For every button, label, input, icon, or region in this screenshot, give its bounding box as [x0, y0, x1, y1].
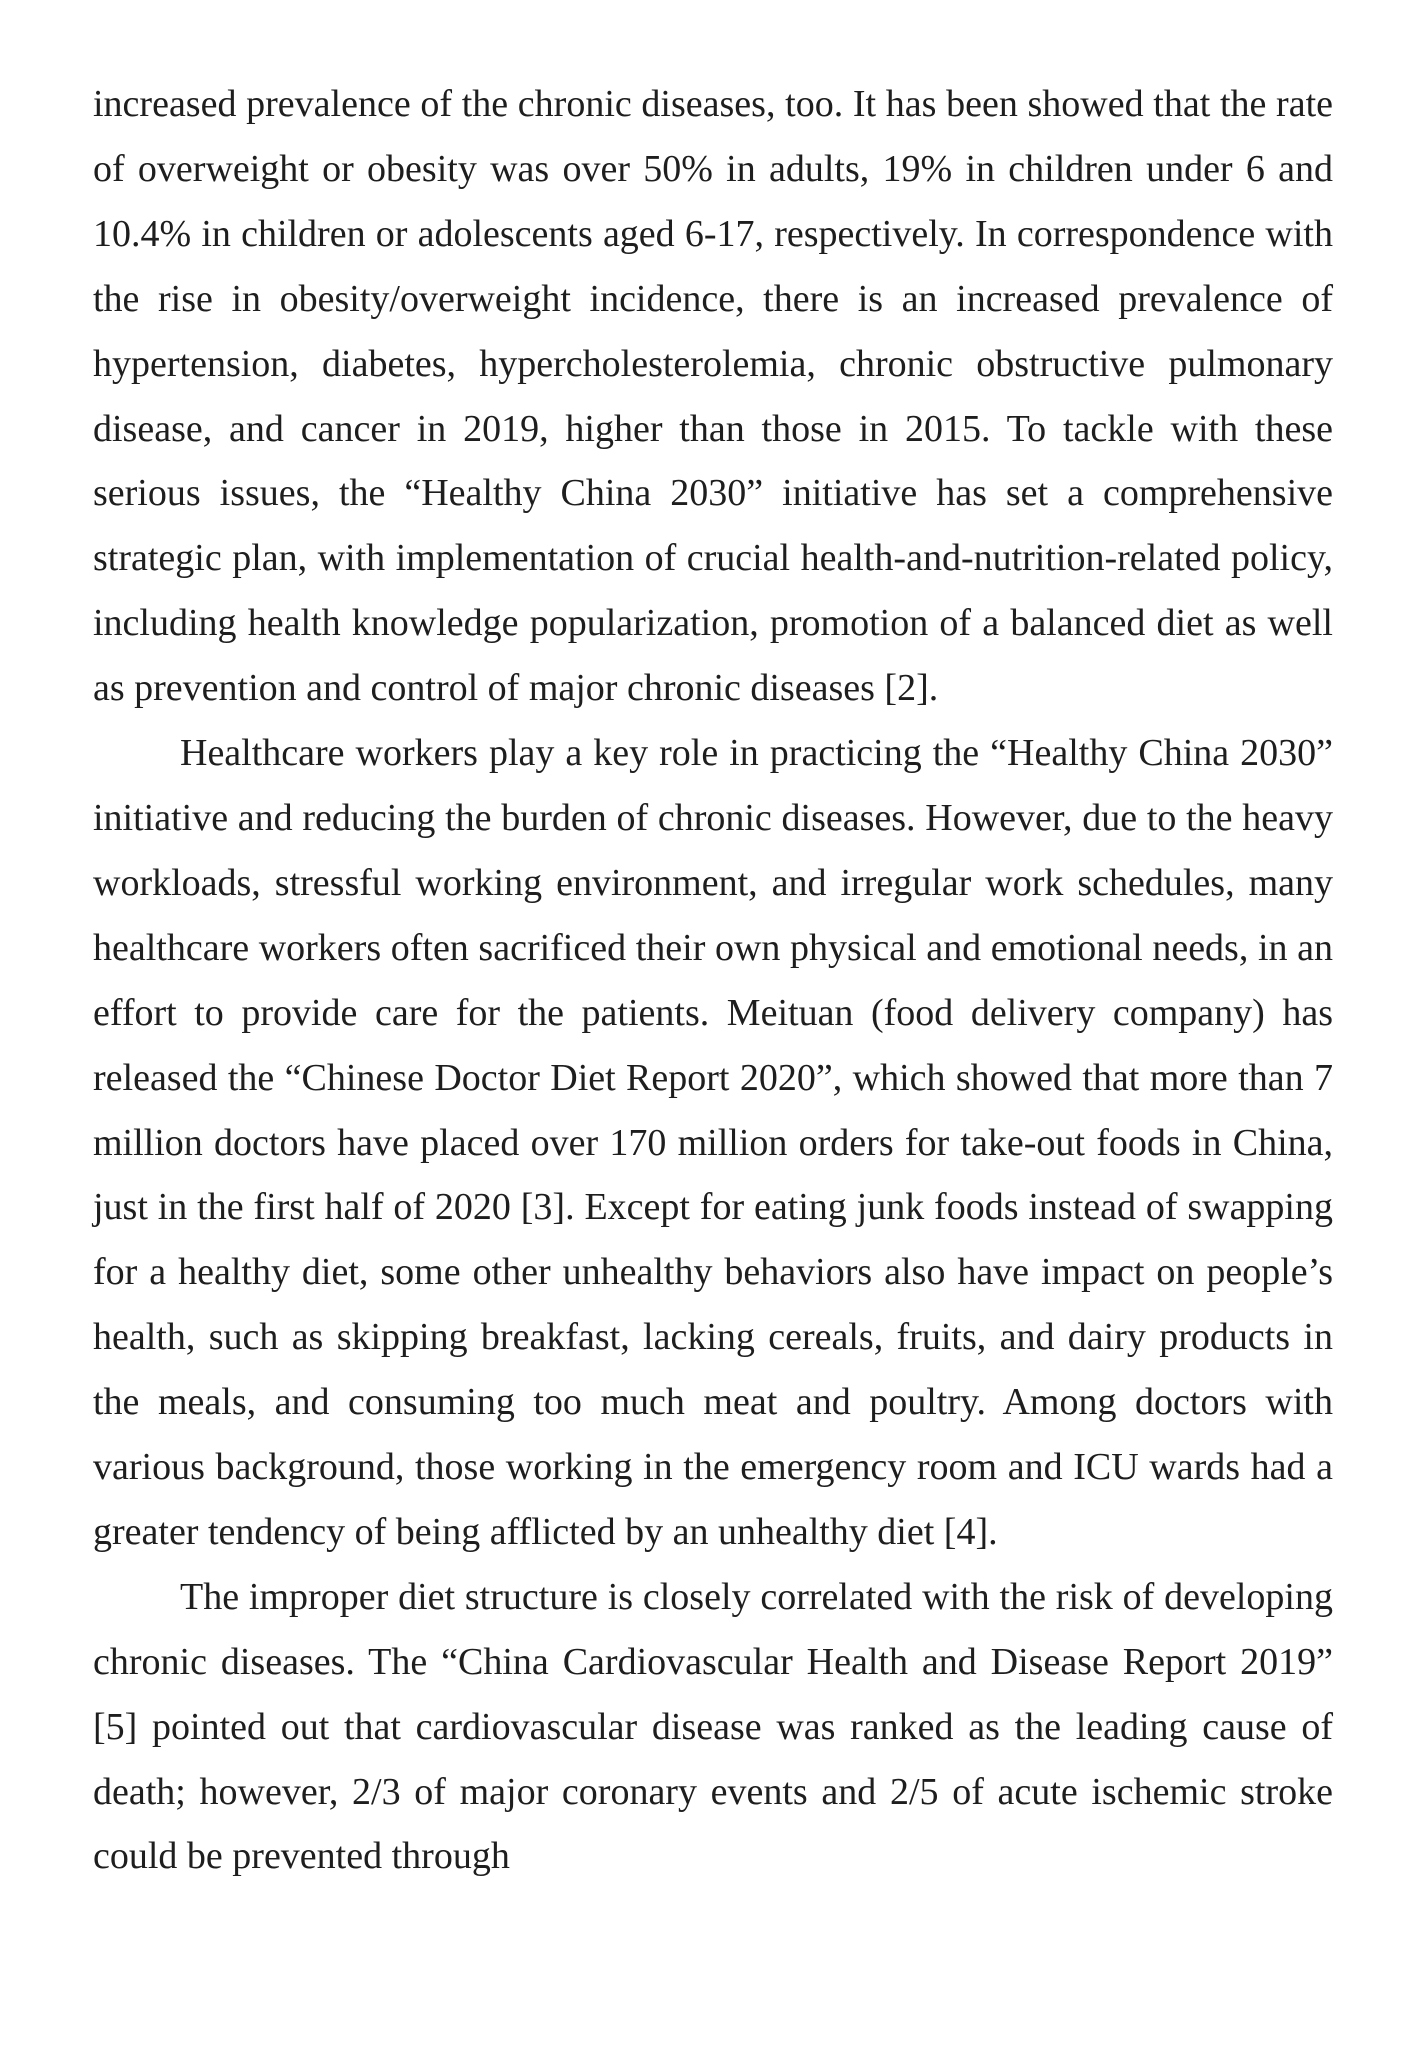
body-paragraph-3: The improper diet structure is closely correlated with the risk of developing chronic diseases. The “China Cardiovascular Health and Disease Report 2019” [5] pointed out that cardiovascular disease was ranked as the leading cause of death; however, 2/3 of major coronary events and 2/5 of acute ischemic stroke could be prevented through — [93, 1575, 1333, 1878]
body-paragraph-2: Healthcare workers play a key role in practicing the “Healthy China 2030” initiative and reducing the burden of chronic diseases. However, due to the heavy workloads, stressful working environment, and irregular work schedules, many healthcare workers often sacrificed their own physical and emotional needs, in an effort to provide care for the patients. Meituan (food delivery company) has released the “Chinese Doctor Diet Report 2020”, which showed that more than 7 million doctors have placed over 170 million orders for take-out foods in China, just in the first half of 2020 [3]. Except for eating junk foods instead of swapping for a healthy diet, some other unhealthy behaviors also have impact on people’s health, such as skipping breakfast, lacking cereals, fruits, and dairy products in the meals, and consuming too much meat and poultry. Among doctors with various background, those working in the emergency room and ICU wards had a greater tendency of being afflicted by an unhealthy diet [4]. — [93, 732, 1333, 1553]
body-paragraph-1: increased prevalence of the chronic diseases, too. It has been showed that the rate of overweight or obesity was over 50% in adults, 19% in children under 6 and 10.4% in children or adolescents aged 6-17, respectively. In correspondence with the rise in obesity/overweight incidence, there is an increased prevalence of hypertension, diabetes, hypercholesterolemia, chronic obstructive pulmonary disease, and cancer in 2019, higher than those in 2015. To tackle with these serious issues, the “Healthy China 2030” initiative has set a comprehensive strategic plan, with implementation of crucial health-and-nutrition-related policy, including health knowledge popularization, promotion of a balanced diet as well as prevention and control of major chronic diseases [2]. — [93, 83, 1333, 710]
document-page — [93, 72, 1333, 1889]
